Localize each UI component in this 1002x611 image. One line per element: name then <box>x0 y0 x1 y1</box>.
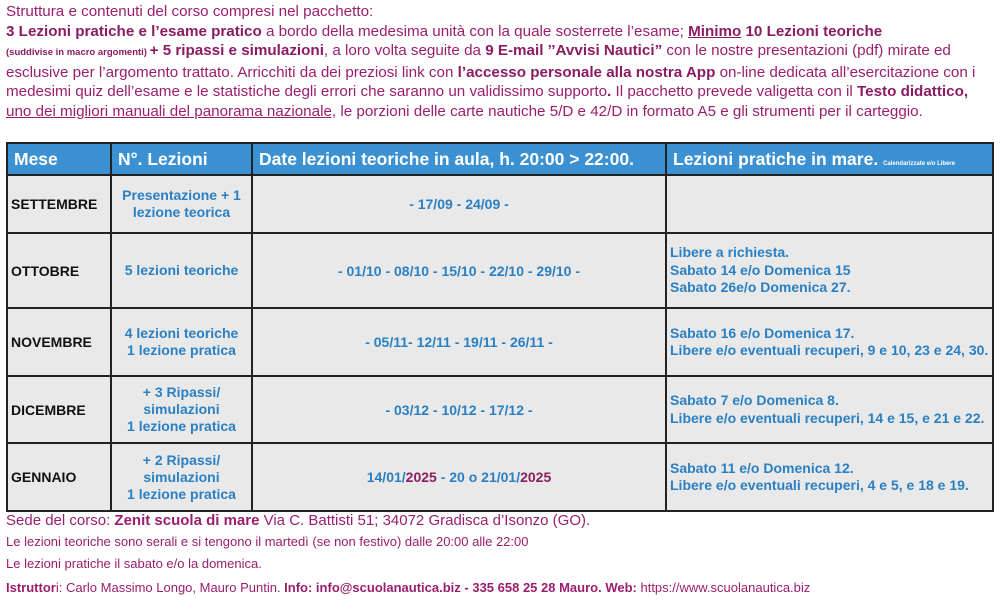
practical-line: Libere a richiesta. <box>670 244 790 261</box>
practical-cell <box>666 175 993 233</box>
schedule-table <box>6 142 994 512</box>
table-row <box>7 175 993 233</box>
lessons-cell <box>111 233 252 308</box>
intro-practical-lessons: 3 Lezioni pratiche e l’esame pratico <box>6 22 262 40</box>
intro-text: a bordo della medesima unità con la quale sosterrete l’esame; <box>261 22 689 40</box>
lessons-line: 1 lezione pratica <box>127 418 236 434</box>
month-cell: OTTOBRE <box>7 233 111 308</box>
instructors-label: Istruttor <box>6 580 56 595</box>
lessons-line: simulazioni <box>143 468 220 485</box>
intro-tiny-2: macro argomenti <box>66 47 144 59</box>
course-description <box>6 2 996 122</box>
month-cell: GENNAIO <box>7 443 111 511</box>
lessons-cell <box>111 443 252 511</box>
col-header-lessons: N°. Lezioni <box>111 143 252 175</box>
date-text: - 20 o 21/01/ <box>436 469 521 485</box>
intro-text: Il pacchetto prevede valigetta con il <box>611 83 857 101</box>
col-header-month: Mese <box>7 143 111 175</box>
school-name: Zenit scuola di mare <box>114 512 260 529</box>
website-link[interactable]: https://www.scuolanautica.biz <box>636 580 811 595</box>
intro-text: , a loro volta seguite da <box>323 42 486 60</box>
lessons-line: Presentazione + 1 <box>122 187 241 203</box>
intro-reviews: + 5 ripassi e simulazioni <box>149 42 324 60</box>
footer-info <box>6 511 996 599</box>
table-row <box>7 376 993 443</box>
lessons-line: 1 lezione pratica <box>127 485 236 502</box>
practical-cell <box>666 308 993 376</box>
dates-cell: - 01/10 - 08/10 - 15/10 - 22/10 - 29/10 - <box>252 233 666 308</box>
sede-label: Sede del corso: <box>6 512 115 529</box>
course-location <box>6 511 996 531</box>
practical-header-note: Calendarizzate e/o Libere <box>883 160 956 167</box>
lessons-line: 4 lezioni teoriche <box>124 325 239 341</box>
year-text: 2025 <box>520 469 552 485</box>
practical-header-label: Lezioni pratiche in mare. <box>673 148 879 169</box>
intro-theory-lessons: 10 Lezioni teoriche <box>741 22 883 40</box>
lessons-cell <box>111 376 252 443</box>
intro-text: le porzioni delle carte nautiche 5/D e 42/D in formato A5 e gli strumenti per il carteggio. <box>336 102 923 120</box>
practical-cell <box>666 443 993 511</box>
intro-minimo: Minimo <box>688 22 742 40</box>
month-cell: NOVEMBRE <box>7 308 111 376</box>
lessons-cell <box>111 175 252 233</box>
practical-line: Sabato 14 e/o Domenica 15 <box>670 261 851 278</box>
intro-heading: Struttura e contenuti del corso compresi nel pacchetto: <box>6 3 374 20</box>
intro-text: con le nostre presentazioni (pdf) mirate ed esclusive per l’argomento trattato. Arricchiti da dei preziosi link con <box>6 42 951 81</box>
intro-textbook: Testo didattico, <box>856 83 969 101</box>
practical-cell <box>666 233 993 308</box>
practical-schedule-note: Le lezioni pratiche il sabato e/o la domenica. <box>6 556 262 571</box>
intro-manual: uno dei migliori manuali del panorama nazionale, <box>6 102 337 120</box>
month-cell: DICEMBRE <box>7 376 111 443</box>
instructors-names: i: Carlo Massimo Longo, Mauro Puntin. <box>55 580 285 595</box>
date-text: 14/01/ <box>366 469 406 485</box>
intro-text: on-line dedicata all’esercitazione con i medesimi quiz dell’esame e le statistiche degli errori che saranno un validissimo supporto <box>6 63 976 101</box>
intro-tiny-1: (suddivise in <box>6 47 67 59</box>
month-cell: SETTEMBRE <box>7 175 111 233</box>
intro-emails: 9 E-mail ’’Avvisi Nautici” <box>485 42 663 60</box>
dates-cell <box>252 443 666 511</box>
table-row <box>7 308 993 376</box>
table-header-row <box>7 143 993 175</box>
practical-line: Libere e/o eventuali recuperi, 9 e 10, 23 e 24, 30. <box>670 342 989 358</box>
lessons-line: 5 lezioni teoriche <box>124 262 239 278</box>
col-header-practical <box>666 143 993 175</box>
year-text: 2025 <box>405 469 437 485</box>
practical-line: Libere e/o eventuali recuperi, 14 e 15, e 21 e 22. <box>670 409 985 426</box>
col-header-dates: Date lezioni teoriche in aula, h. 20:00 > 22:00. <box>252 143 666 175</box>
practical-line: Sabato 11 e/o Domenica 12. <box>670 459 854 476</box>
intro-app-access: l’accesso personale alla nostra App <box>457 63 716 81</box>
intro-tiny-3: ) <box>143 47 150 59</box>
contacts-line <box>6 577 996 599</box>
school-address: Via C. Battisti 51; 34072 Gradisca d’Isonzo (GO). <box>259 512 591 529</box>
lessons-line: lezione teorica <box>132 204 231 220</box>
practical-line: Sabato 16 e/o Domenica 17. <box>670 324 855 341</box>
intro-text: . <box>607 83 612 101</box>
practical-line: Sabato 26e/o Domenica 27. <box>670 279 851 296</box>
lessons-line: + 3 Ripassi/ <box>142 384 221 400</box>
theory-schedule-note: Le lezioni teoriche sono serali e si tengono il martedì (se non festivo) dalle 20:00 alle 22:00 <box>6 534 529 549</box>
lessons-line: simulazioni <box>143 401 220 417</box>
dates-cell: - 17/09 - 24/09 - <box>252 175 666 233</box>
lessons-cell <box>111 308 252 376</box>
practical-line: Libere e/o eventuali recuperi, 4 e 5, e 18 e 19. <box>670 477 969 493</box>
table-row <box>7 233 993 308</box>
lessons-line: + 2 Ripassi/ <box>142 451 221 468</box>
table-row <box>7 443 993 511</box>
lessons-line: 1 lezione pratica <box>127 342 236 358</box>
dates-cell: - 05/11- 12/11 - 19/11 - 26/11 - <box>252 308 666 376</box>
practical-cell <box>666 376 993 443</box>
practical-line: Sabato 7 e/o Domenica 8. <box>670 392 839 408</box>
contact-info[interactable]: Info: info@scuolanautica.biz - 335 658 25 28 Mauro. Web: <box>284 580 637 595</box>
dates-cell: - 03/12 - 10/12 - 17/12 - <box>252 376 666 443</box>
